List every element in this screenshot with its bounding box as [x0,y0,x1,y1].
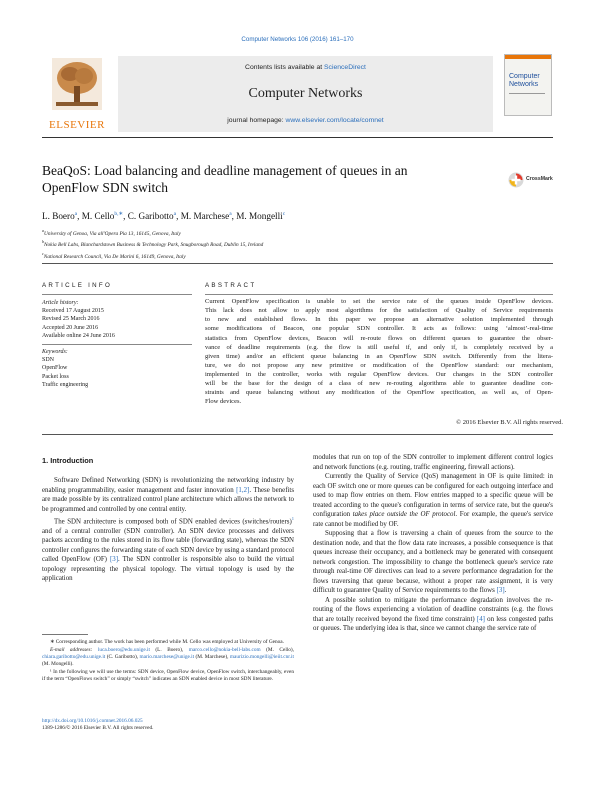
publication-info [42,718,294,732]
sciencedirect-link[interactable]: ScienceDirect [324,64,366,71]
intro-paragraph-3: Currently the Quality of Service (QoS) management in OF is quite limited: in each OF switch one or more queues can be configured for each outgoing interface and used to map flow entries on them. Flow entries mapped to a specific queue will be treated according to the queue's configuration in terms of service rate, but the queue's configuration takes place outside the OF protocol. For example, the queue's service rate cannot be modified by OF. [313,473,553,528]
abstract-line: This lack does not allow to apply most algorithms for the satisfaction of Quality of Service requirements [205,307,553,315]
abstract-line: given time) and/or an efficient queue balancing in an OpenFlow SDN switch. Differently from the litera- [205,352,553,360]
homepage-link[interactable]: www.elsevier.com/locate/comnet [285,117,384,124]
intro-paragraph-1: Software Defined Networking (SDN) is revolutionizing the networking industry by enabling programmability, easier management and faster innovation [1,2]. These benefits are made possible by its centralized control plane architecture which allows the network to be programmed and controlled by one central entity. [42,477,294,513]
citation-ref[interactable]: [3] [109,556,119,564]
intro-paragraph-2-cont: modules that run on top of the SDN controller to implement different control logics and network functions (e.g. routing, traffic engineering, firewall actions). [313,454,553,471]
abstract-line: to new and established flows. In this paper we propose an alternative solution implemented through [205,316,553,324]
journal-citation: Computer Networks 106 (2016) 161–170 [241,36,354,43]
email-link[interactable]: mario.marchese@unige.it [139,654,195,660]
elsevier-logo [46,56,108,118]
history-item: Received 17 August 2015 [42,308,104,315]
author-affiliation-marker[interactable]: a [173,211,177,217]
issn-line: 1389-1286/© 2016 Elsevier B.V. All rights reserved. [42,725,154,731]
footnote-marker[interactable]: 1 [291,516,294,521]
section-heading-introduction: 1. Introduction [42,456,94,465]
keyword: Packet loss [42,373,69,380]
abstract-divider [42,434,553,435]
citation-ref[interactable]: [3] [496,587,505,594]
affiliation [42,238,542,249]
author-separator: , [77,211,82,222]
publisher-wordmark: ELSEVIER [49,119,105,131]
citation-ref[interactable]: [4] [476,615,485,623]
intro-paragraph-5: A possible solution to mitigate the performance degradation involves the re-routing of the flows experiencing a violation of deadline constraints (e.g. the flows that are totally received beyond the fixed time constraint) [4] on less congested paths or queues. The underlying idea is that, since we cannot change the service rate of [313,596,554,632]
affiliation [42,250,542,261]
keyword: OpenFlow [42,365,68,372]
abstract-line: vance of deadline requirements (e.g. the flow is still useful if, and only if, is completely received by a [205,343,553,351]
author-list [42,211,542,221]
abstract-line: Flow devices. [205,398,242,406]
keyword: SDN [42,357,55,364]
contents-line: Contents lists available at ScienceDirect [245,64,366,71]
affiliation [42,227,542,238]
email-label: E-mail addresses: [50,647,98,653]
affiliation-text: University of Genoa, Via all'Opera Pia 13, 16145, Genova, Italy [44,230,181,237]
abstract-line: will be the base for the design of a class of new re-routing algorithms able to guarantee deadline con- [205,380,553,388]
author-name: C. Garibotto [127,211,174,222]
author-name: M. Mongelli [236,211,283,222]
citation-ref[interactable]: [1,2] [236,486,250,494]
doi-link[interactable]: http://dx.doi.org/10.1016/j.comnet.2016.06.025 [42,718,143,724]
author-name: L. Boero [42,211,75,222]
email-owner: (C. Garibotto), [105,654,140,660]
author-separator: , [231,211,237,222]
history-item: Available online 24 June 2016 [42,332,115,339]
author-affiliation-marker[interactable]: a [74,211,78,217]
corresponding-author-note: ∗ Corresponding author. The work has been performed while M. Cello was employed at University of Genoa. [50,639,284,645]
history-item: Revised 25 March 2016 [42,316,100,323]
abstract-line: implemented in the controller, works with regular OpenFlow devices. Our changes in the SDN controller [205,371,553,378]
footnote-1: ¹ In the following we will use the terms: SDN device, OpenFlow device, OpenFlow switch, interchangeably, even if the term “OpenFlows switch” or simply “switch” indicates an SDN enabled device in most SDN literature. [42,669,294,682]
affiliation-text: National Research Council, Via De Marini 6, 16149, Genova, Italy [43,253,186,260]
author-name: M. Cello [81,211,115,222]
history-item: Accepted 20 June 2016 [42,324,99,331]
author-affiliation-marker[interactable]: a [229,211,232,217]
header-divider [42,137,553,138]
email-link[interactable]: chiara.garibotto@edu.unige.it [42,654,106,660]
affiliation-marker: c [42,250,44,256]
article-info-heading: ARTICLE INFO [42,282,113,289]
journal-banner [118,56,493,132]
author-affiliation-marker[interactable]: c [282,211,286,217]
cover-title: Computer Networks [509,73,540,88]
author-affiliation-marker[interactable]: b,∗ [114,211,124,217]
email-link[interactable]: maurizio.mongelli@ieiit.cnr.it [229,654,295,660]
crossmark-icon [508,172,524,188]
affiliation-text: Nokia Bell Labs, Blanchardstown Business & Technology Park, Snugborough Road, Dublin 15, Ireland [44,242,264,249]
abstract-line: Current OpenFlow specification is unable to set the service rate of the queues inside OpenFlow devices. [205,298,553,305]
author-name: M. Marchese [180,211,230,222]
affil-divider [42,263,553,264]
author-separator: , [176,211,181,222]
keywords-block: Keywords: SDN OpenFlow Packet loss Traffic engineering [42,348,192,389]
journal-title: Computer Networks [248,86,363,101]
copyright-notice: © 2016 Elsevier B.V. All rights reserved. [456,419,563,426]
email-owner: (M. Mongelli). [42,661,74,667]
email-owner: (M. Cello), [260,647,295,653]
abstract-line: straints and queue balancing without any modification of the OpenFlow specification, as well as, of Open- [205,389,553,397]
crossmark-badge[interactable] [508,170,556,190]
affiliation-list [42,227,542,261]
journal-cover [504,54,552,116]
article-title: BeaQoS: Load balancing and deadline management of queues in an OpenFlow SDN switch [42,163,408,195]
abstract-heading: ABSTRACT [205,282,257,289]
abstract-line: ture, we do not propose any new primitive or modification of the OpenFlow standard: our mechanism, [205,361,553,369]
homepage-line: journal homepage: www.elsevier.com/locate/comnet [227,117,384,124]
footnotes [42,639,294,683]
affiliation-marker: a [42,228,44,233]
email-owner: (M. Marchese), [194,654,230,660]
intro-paragraph-4: Supposing that a flow is traversing a chain of queues from the source to the destination node, and that the flow data rate increases, a possible consequence is that queues increase their occupancy, and a bottleneck may be generated with consequent network congestion. The impossibility to change the bottleneck queue's service rate through real-time OF directives can lead to a severe performance degradation for the flows traversing that queue because, without a proper rate assignment, it is very difficult to guarantee Quality of Service requirements to the flows [3]. [313,530,553,594]
elsevier-tree-icon [46,56,108,118]
right-column-body [313,453,553,634]
abstract-line: some modifications of Beacon, one popular SDN controller. It acts as follows: using ‘almost’-real-time [205,325,553,333]
author-separator: , [123,211,128,222]
email-link[interactable]: marco.cello@nokia-bell-labs.com [188,647,261,653]
abstract-text [205,297,553,407]
article-history: Article history: Received 17 August 2015 Revised 25 March 2016 Accepted 20 June 2016 Available online 24 June 2016 [42,299,192,340]
affiliation-marker: b [42,239,44,245]
intro-body [42,476,294,584]
email-addresses [42,647,294,668]
intro-paragraph-2: The SDN architecture is composed both of SDN enabled devices (switches/routers)$^1$ and of a central controller (SDN controller). An SDN device processes and delivers packets according to the rules stored in its flow table (forwarding state), whereas the SDN controller configures the forwarding state of each SDN device by using a standard protocol called OpenFlow (OF) [3]. The SDN controller is responsible also to build the virtual topology representing the physical topology. The virtual topology is used by the application [42,516,294,583]
email-owner: (L. Boero), [149,647,189,653]
keyword: Traffic engineering [42,381,89,388]
abstract-line: statistics from OpenFlow devices, Beacon will re-route flows on different queues to guarantee the obser- [205,334,553,342]
email-link[interactable]: luca.boero@edu.unige.it [97,647,150,653]
crossmark-label: CrossMark [526,176,553,182]
